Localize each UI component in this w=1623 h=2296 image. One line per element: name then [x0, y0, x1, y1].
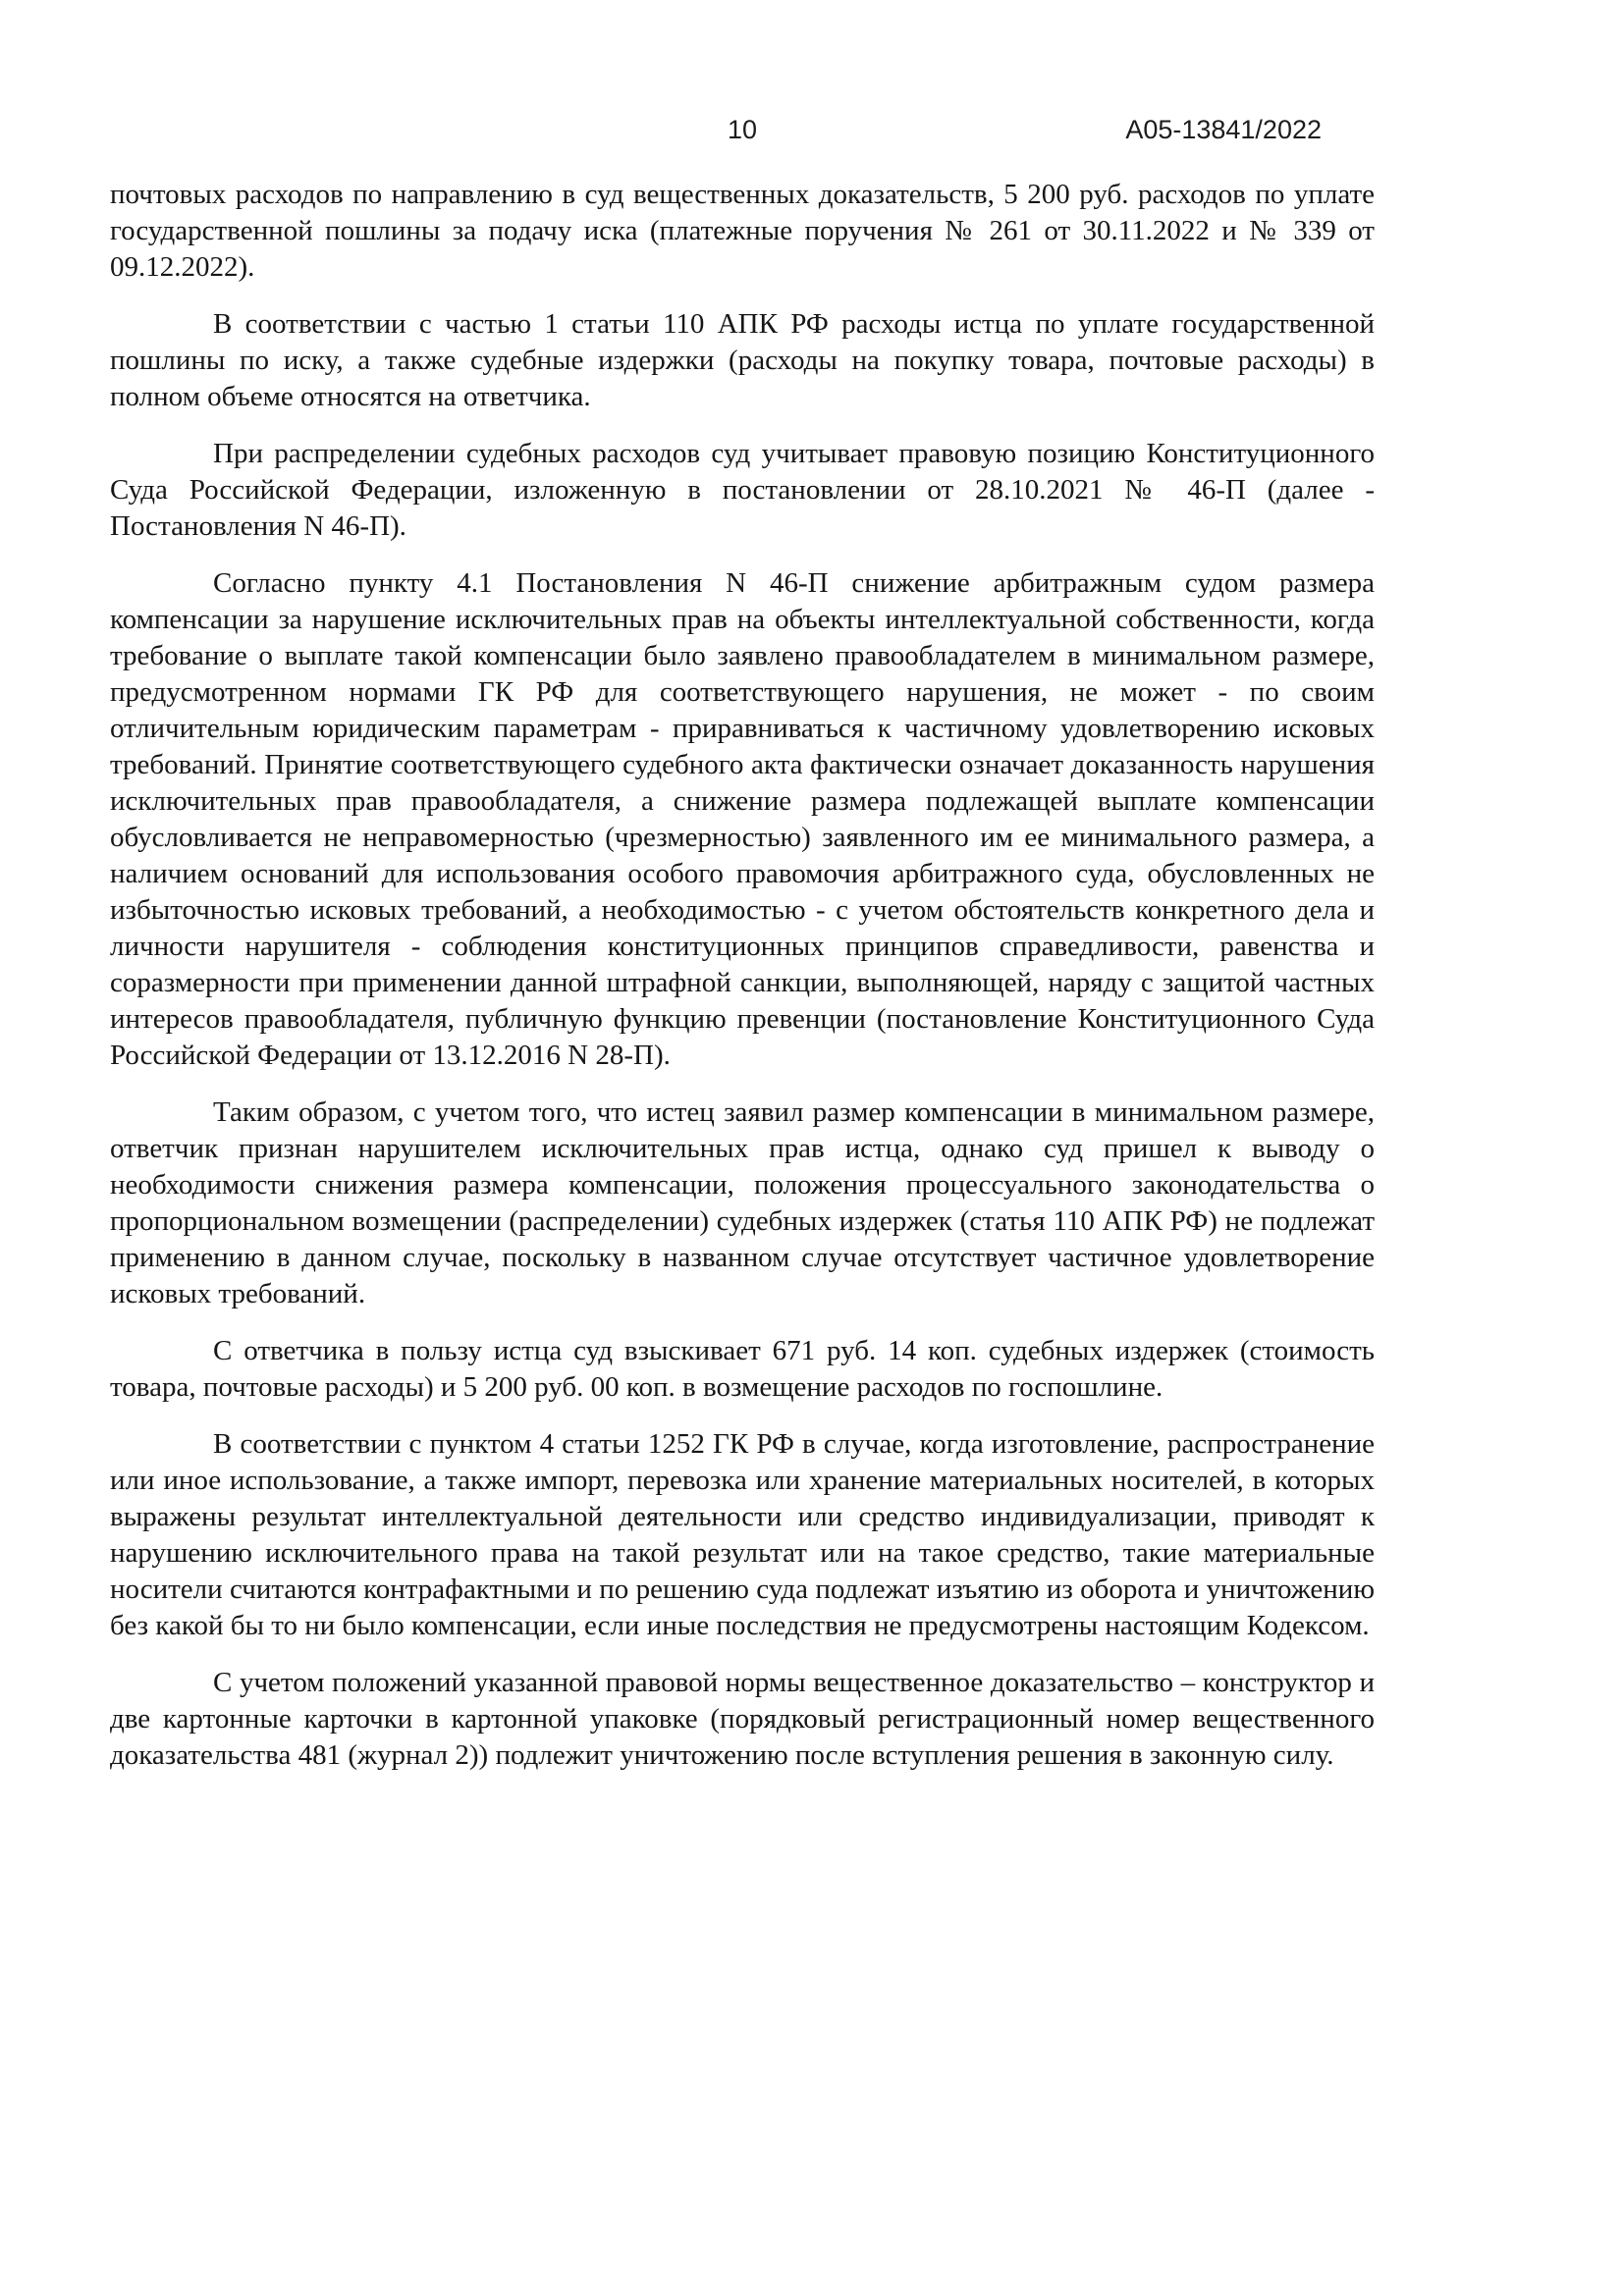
- body-paragraph: Согласно пункту 4.1 Постановления N 46-П снижение арбитражным судом размера компенсации за нарушение исключительных прав на объекты интеллектуальной собственности, когда требование о выплате такой компенсации было заявлено правообладателем в минимальном размере, предусмотренном нормами ГК РФ для соответствующего нарушения, не может - по своим отличительным юридическим параметрам - приравниваться к частичному удовлетворению исковых требований. Принятие соответствующего судебного акта фактически означает доказанность нарушения исключительных прав правообладателя, а снижение размера подлежащей выплате компенсации обусловливается не неправомерностью (чрезмерностью) заявленного им ее минимального размера, а наличием оснований для использования особого правомочия арбитражного суда, обусловленных не избыточностью исковых требований, а необходимостью - с учетом обстоятельств конкретного дела и личности нарушителя - соблюдения конституционных принципов справедливости, равенства и соразмерности при применении данной штрафной санкции, выполняющей, наряду с защитой частных интересов правообладателя, публичную функцию превенции (постановление Конституционного Суда Российской Федерации от 13.12.2016 N 28-П).: [110, 567, 1375, 1071]
- body-paragraph: почтовых расходов по направлению в суд вещественных доказательств, 5 200 руб. расходов по уплате государственной пошлины за подачу иска (платежные поручения № 261 от 30.11.2022 и № 339 от 09.12.2022).: [110, 179, 1375, 283]
- body-paragraph: С ответчика в пользу истца суд взыскивает 671 руб. 14 коп. судебных издержек (стоимость товара, почтовые расходы) и 5 200 руб. 00 коп. в возмещение расходов по госпошлине.: [110, 1335, 1375, 1403]
- page-number: 10: [727, 115, 758, 144]
- body-paragraph: При распределении судебных расходов суд учитывает правовую позицию Конституционного Суда Российской Федерации, изложенную в постановлении от 28.10.2021 № 46-П (далее - Постановления N 46-П).: [110, 438, 1375, 542]
- text-column: [110, 116, 1375, 1774]
- document-body: [110, 177, 1375, 1774]
- body-paragraph: В соответствии с пунктом 4 статьи 1252 ГК РФ в случае, когда изготовление, распространение или иное использование, а также импорт, перевозка или хранение материальных носителей, в которых выражены результат интеллектуальной деятельности или средство индивидуализации, приводят к нарушению исключительного права на такой результат или на такое средство, такие материальные носители считаются контрафактными и по решению суда подлежат изъятию из оборота и уничтожению без какой бы то ни было компенсации, если иные последствия не предусмотрены настоящим Кодексом.: [110, 1428, 1375, 1641]
- body-paragraph: В соответствии с частью 1 статьи 110 АПК РФ расходы истца по уплате государственной пошлины по иску, а также судебные издержки (расходы на покупку товара, почтовые расходы) в полном объеме относятся на ответчика.: [110, 308, 1375, 412]
- body-paragraph: С учетом положений указанной правовой нормы вещественное доказательство – конструктор и две картонные карточки в картонной упаковке (порядковый регистрационный номер вещественного доказательства 481 (журнал 2)) подлежит уничтожению после вступления решения в законную силу.: [110, 1667, 1375, 1771]
- body-paragraph: Таким образом, с учетом того, что истец заявил размер компенсации в минимальном размере, ответчик признан нарушителем исключительных прав истца, однако суд пришел к выводу о необходимости снижения размера компенсации, положения процессуального законодательства о пропорциональном возмещении (распределении) судебных издержек (статья 110 АПК РФ) не подлежат применению в данном случае, поскольку в названном случае отсутствует частичное удовлетворение исковых требований.: [110, 1096, 1375, 1309]
- case-number: А05-13841/2022: [1125, 115, 1322, 144]
- page-header: [110, 116, 1375, 145]
